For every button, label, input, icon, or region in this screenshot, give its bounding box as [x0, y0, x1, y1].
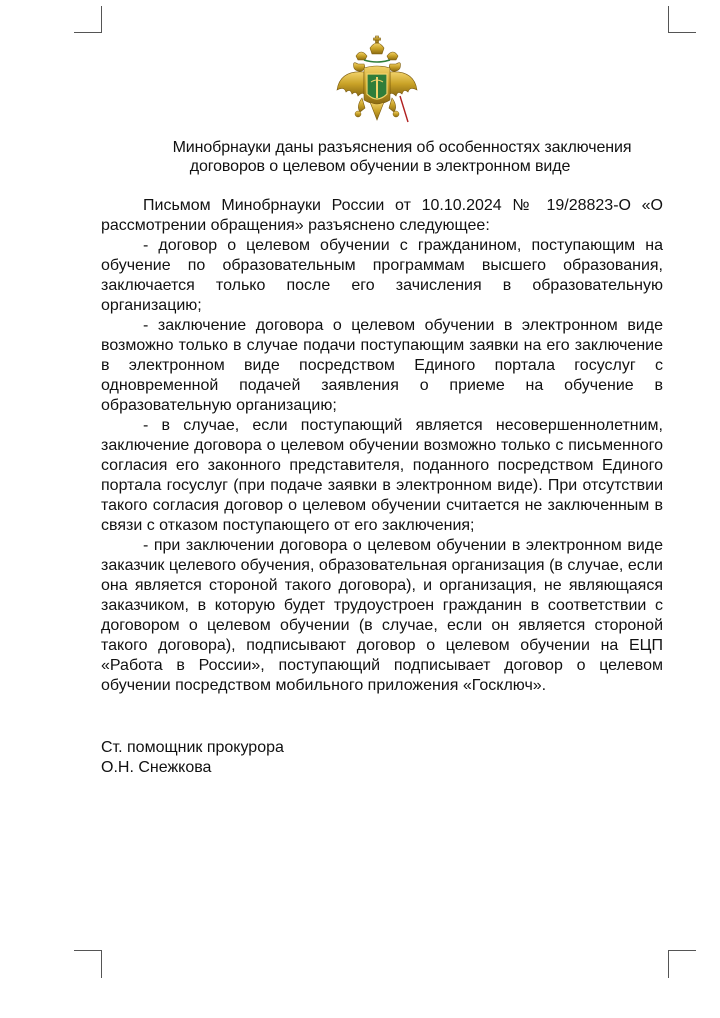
signature-position: Ст. помощник прокурора: [101, 739, 284, 756]
crop-mark-top-right: [668, 6, 696, 33]
crop-mark-top-left: [74, 6, 102, 33]
prosecutor-eagle-emblem-icon: [334, 34, 420, 130]
crop-mark-bottom-right: [668, 950, 696, 978]
document-body: [101, 196, 663, 696]
title-line-2: договоров о целевом обучении в электронном виде: [189, 158, 571, 175]
signature-block: [101, 738, 284, 778]
paragraph-item-1: - договор о целевом обучении с гражданином, поступающим на обучение по образовательным программам высшего образования, заключается только после его зачисления в образовательную организацию;: [101, 237, 663, 314]
paragraph-item-4: - при заключении договора о целевом обучении в электронном виде заказчик целевого обучения, образовательная организация (в случае, если она является стороной такого договора), и организация, не являющаяся заказчиком, в которую будет трудоустроен гражданин в соответствии с договором о целевом обучении (в случае, если он является стороной такого договора), подписывают договор о целевом обучении на ЕЦП «Работа в России», поступающий подписывает договор о целевом обучении посредством мобильного приложения «Госключ».: [101, 537, 663, 694]
crop-mark-bottom-left: [74, 950, 102, 978]
title-line-1: Минобрнауки даны разъяснения об особенностях заключения: [172, 139, 632, 156]
paragraph-item-3: - в случае, если поступающий является несовершеннолетним, заключение договора о целевом обучении возможно только с письменного согласия его законного представителя, поданного посредством Единого портала госуслуг (при подаче заявки в электронном виде). При отсутствии такого согласия договор о целевом обучении считается не заключенным в связи с отказом поступающего от его заключения;: [101, 417, 663, 534]
paragraph-intro: Письмом Минобрнауки России от 10.10.2024 № 19/28823-О «О рассмотрении обращения» разъяснено следующее:: [101, 197, 663, 234]
signature-name: О.Н. Снежкова: [101, 759, 212, 776]
paragraph-item-2: - заключение договора о целевом обучении в электронном виде возможно только в случае подачи поступающим заявки на его заключение в электронном виде посредством Единого портала госуслуг с одновременной подачей заявления о приеме на обучение в образовательную организацию;: [101, 317, 663, 414]
document-title: [100, 138, 660, 176]
